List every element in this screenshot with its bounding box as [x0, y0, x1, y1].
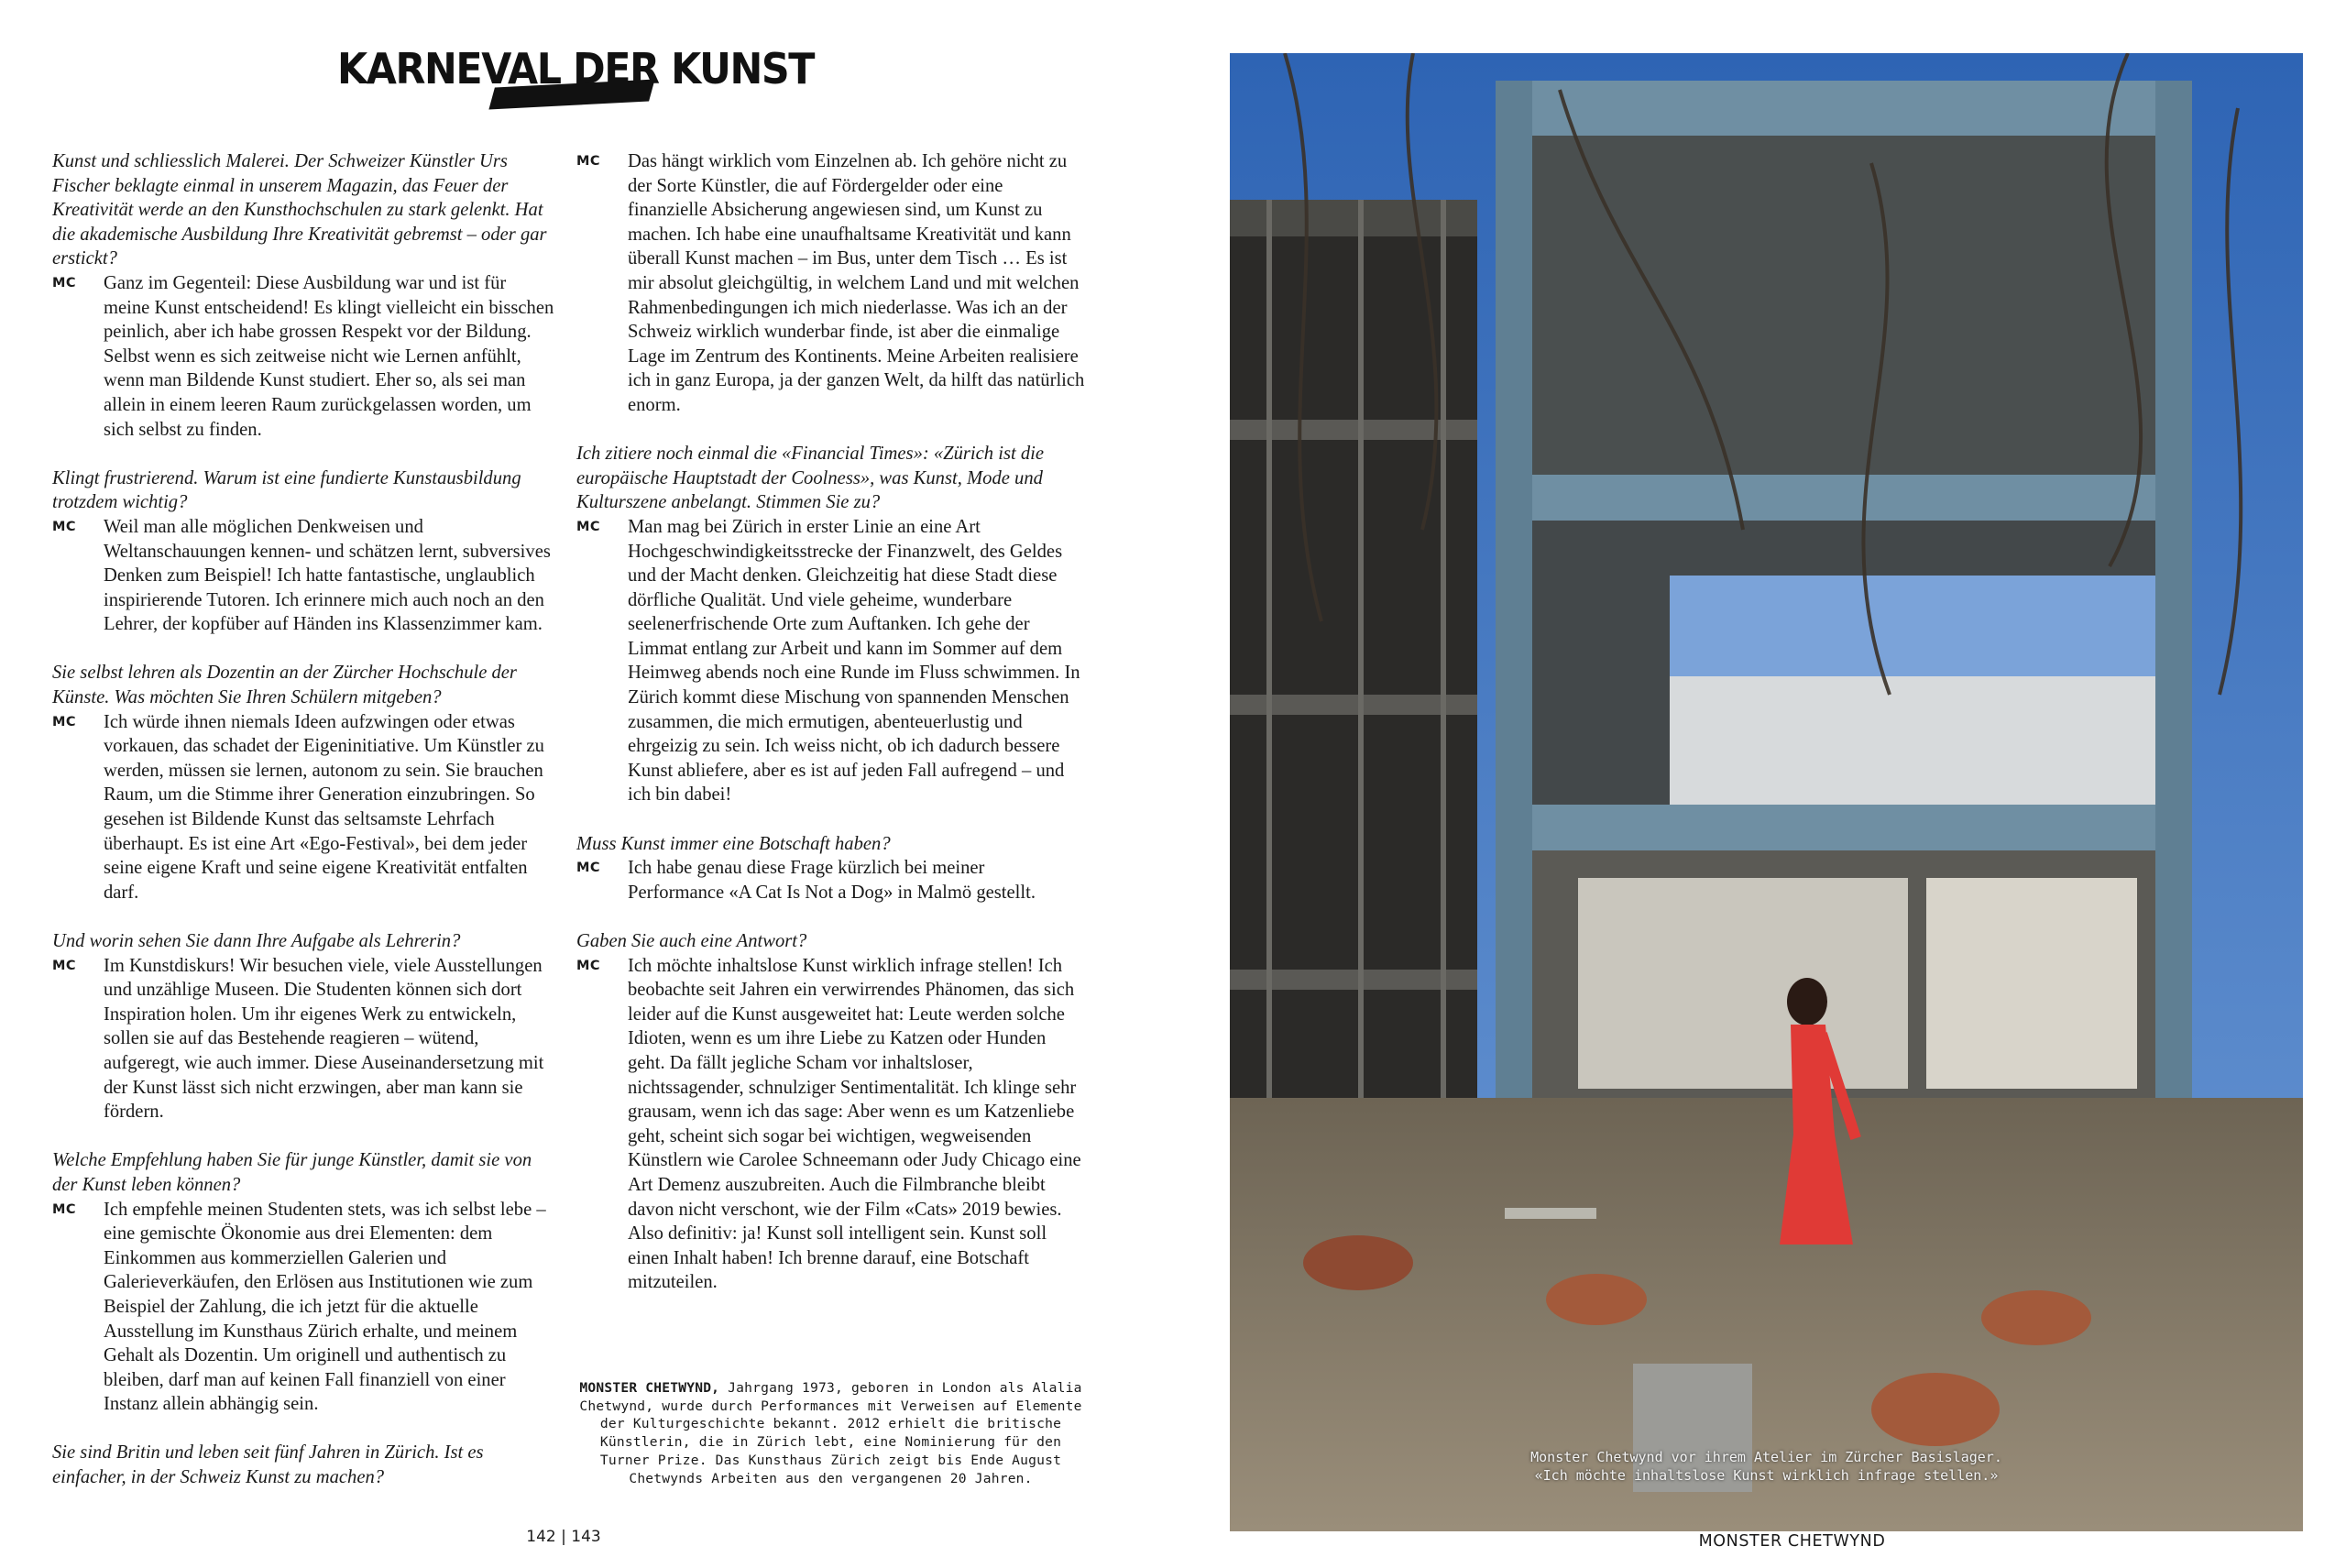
answer-text: Ich empfehle meinen Studenten stets, was ich selbst lebe – eine gemischte Ökonomie aus drei Elementen: dem Einkommen aus kommerziellen Galerien und Galerieverkäufen, den Erlösen aus Institutionen wie zum Beispiel der Zahlung, die ich jetzt für die aktuelle Ausstellung im Kunsthaus Zürich erhalte, und meinem Gehalt als Dozentin. Um originell und authentisch zu bleiben, darf man auf keinen Fall finanziell von einer Instanz allein abhängig sein.: [104, 1199, 546, 1415]
speaker-initials: MC: [52, 958, 77, 973]
interview-question: Kunst und schliesslich Malerei. Der Schweizer Künstler Urs Fischer beklagte einmal in unserem Magazin, das Feuer der Kreativität werde an den Kunsthochschulen zu stark gelenkt. Hat die akademische Ausbildung Ihre Kreativität gebremst – oder gar erstickt?: [52, 151, 547, 269]
speaker-initials: MC: [576, 958, 601, 973]
interview-question: Gaben Sie auch eine Antwort?: [576, 931, 807, 951]
interview-answer: [576, 515, 1085, 807]
qa-block: [52, 149, 556, 442]
qa-block: [52, 929, 556, 1124]
page-numbers: 142 | 143: [526, 1528, 601, 1546]
qa-block: [576, 929, 1085, 1295]
page-title: KARNEVAL DER KUNST: [337, 44, 815, 93]
qa-block: [52, 661, 556, 905]
answer-text: Das hängt wirklich vom Einzelnen ab. Ich gehöre nicht zu der Sorte Künstler, die auf Fördergelder oder eine finanzielle Absicherung angewiesen sind, um Kunst zu machen. Ich habe eine unaufhaltsame Kreativität und kann überall Kunst machen – im Bus, unter dem Tisch … Es ist mir absolut gleichgültig, in welchem Land und mit welchen Rahmenbedingungen ich mich niederlasse. Was ich an der Schweiz wirklich wunderbar finde, ist aber die einmalige Lage im Zentrum des Kontinents. Meine Arbeiten realisiere ich in ganz Europa, ja der ganzen Welt, da hilft das natürlich enorm.: [628, 151, 1085, 415]
caption-line-1: Monster Chetwynd vor ihrem Atelier im Zürcher Basislager.: [1530, 1449, 2002, 1465]
middle-text-column: [576, 149, 1085, 1320]
answer-text: Ich habe genau diese Frage kürzlich bei meiner Performance «A Cat Is Not a Dog» in Malmö gestellt.: [628, 858, 1036, 903]
interview-answer: [52, 271, 556, 442]
qa-block: [576, 442, 1085, 807]
title-block: [337, 44, 815, 117]
speaker-initials: MC: [52, 275, 77, 291]
interview-answer: [576, 954, 1085, 1295]
answer-text: Im Kunstdiskurs! Wir besuchen viele, viele Ausstellungen und unzählige Museen. Die Studenten können sich dort Inspiration holen. Um ihr eigenes Werk zu entwickeln, sollen sie auf das Bestehende reagieren – wütend, aufgeregt, wie auch immer. Diese Auseinandersetzung mit der Kunst lässt sich nicht erzwingen, aber man kann sie fördern.: [104, 955, 544, 1123]
interview-question: Muss Kunst immer eine Botschaft haben?: [576, 833, 891, 854]
interview-answer: [52, 954, 556, 1124]
photo-credit: MONSTER CHETWYND: [1698, 1532, 1886, 1551]
interview-question: Welche Empfehlung haben Sie für junge Künstler, damit sie von der Kunst leben können?: [52, 1150, 532, 1195]
studio-scene-illustration: [1230, 53, 2303, 1531]
speaker-initials: MC: [52, 519, 77, 534]
qa-block: [52, 1148, 556, 1417]
answer-text: Ich möchte inhaltslose Kunst wirklich infrage stellen! Ich beobachte seit Jahren ein verwirrendes Phänomen, das sich leider auf die Kunst ausgeweitet hat: Leute werden solche Idioten, wenn es um ihre Liebe zu Katzen oder Hunden geht. Da fällt jegliche Scham vor inhaltsloser, nichtssagender, schnulziger Sentimentalität. Ich klinge sehr grausam, wenn ich das sage: Aber wenn es um Katzenliebe geht, scheint sich sogar bei wichtigen, wegweisenden Künstlern wie Carolee Schneemann oder Judy Chicago eine Art Demenz auszubreiten. Auch die Filmbranche bleibt davon nicht verschont, wie der Film «Cats» 2019 bewies. Also definitiv: ja! Kunst soll intelligent sein. Kunst soll einen Inhalt haben! Ich brenne darauf, eine Botschaft mitzuteilen.: [628, 955, 1081, 1293]
interview-answer: [52, 515, 556, 637]
answer-text: Weil man alle möglichen Denkweisen und Weltanschauungen kennen- und schätzen lernt, subversives Denken zum Beispiel! Ich hatte fantastische, unglaublich inspirierende Tutoren. Ich erinnere mich auch noch an den Lehrer, der kopfüber auf Händen ins Klassenzimmer kam.: [104, 516, 551, 635]
interview-question: Sie selbst lehren als Dozentin an der Zürcher Hochschule der Künste. Was möchten Sie Ihren Schülern mitgeben?: [52, 663, 517, 708]
speaker-initials: MC: [576, 154, 601, 169]
qa-block: [52, 466, 556, 637]
interview-question: Klingt frustrierend. Warum ist eine fundierte Kunstausbildung trotzdem wichtig?: [52, 467, 521, 513]
interview-answer: [576, 149, 1085, 418]
qa-block: [576, 832, 1085, 905]
interview-question: Und worin sehen Sie dann Ihre Aufgabe als Lehrerin?: [52, 931, 461, 951]
speaker-initials: MC: [52, 714, 77, 729]
caption-line-2: «Ich möchte inhaltslose Kunst wirklich infrage stellen.»: [1534, 1467, 1999, 1484]
bio-name: MONSTER CHETWYND,: [579, 1380, 720, 1396]
answer-text: Man mag bei Zürich in erster Linie an eine Art Hochgeschwindigkeitsstrecke der Finanzwelt, des Geldes und der Macht denken. Gleichzeitig hat diese Stadt diese dörfliche Qualität. Und viele geheime, wunderbare seelenerfrischende Orte zum Auftanken. Ich gehe der Limmat entlang zur Arbeit und kann im Sommer auf dem Heimweg abends noch eine Runde im Fluss schwimmen. In Zürich kommt diese Mischung von spannenden Menschen zusammen, die mich ermutigen, abenteuerlustig und ehrgeizig zu sein. Ich weiss nicht, ob ich dadurch bessere Kunst abliefere, aber es ist auf jeden Fall aufregend – und ich bin dabei!: [628, 516, 1080, 806]
qa-block: [576, 149, 1085, 418]
photo-caption: [1230, 1448, 2303, 1485]
speaker-initials: MC: [576, 519, 601, 534]
answer-text: Ich würde ihnen niemals Ideen aufzwingen oder etwas vorkauen, das schadet der Eigeninitiative. Um Künstler zu werden, müssen sie lernen, autonom zu sein. Sie brauchen Raum, um die Stimme ihrer Generation einzubringen. So gesehen ist Bildende Kunst das seltsamste Lehrfach überhaupt. Es ist eine Art «Ego-Festival», bei dem jeder seine eigene Kraft und seine eigene Kreativität entfalten darf.: [104, 711, 544, 903]
interview-answer: [576, 856, 1085, 905]
qa-block: [52, 1441, 556, 1489]
speaker-initials: MC: [52, 1201, 77, 1217]
bio-text: Jahrgang 1973, geboren in London als Alalia Chetwynd, wurde durch Performances mit Verweisen auf Elemente der Kulturgeschichte bekannt. 2012 erhielt die britische Künstlerin, die in Zürich lebt, eine Nominierung für den Turner Prize. Das Kunsthaus Zürich zeigt bis Ende August Chetwynds Arbeiten aus den vergangenen 20 Jahren.: [579, 1380, 1082, 1486]
artist-bio: [576, 1379, 1085, 1487]
artist-photo: [1230, 53, 2303, 1531]
speaker-initials: MC: [576, 861, 601, 876]
interview-answer: [52, 1198, 556, 1417]
interview-question: Ich zitiere noch einmal die «Financial Times»: «Zürich ist die europäische Hauptstadt der Coolness», was Kunst, Mode und Kulturszene anbelangt. Stimmen Sie zu?: [576, 444, 1045, 513]
interview-question: Sie sind Britin und leben seit fünf Jahren in Zürich. Ist es einfacher, in der Schweiz Kunst zu machen?: [52, 1442, 484, 1488]
interview-answer: [52, 710, 556, 905]
left-text-column: [52, 149, 556, 1514]
answer-text: Ganz im Gegenteil: Diese Ausbildung war und ist für meine Kunst entscheidend! Es klingt vielleicht ein bisschen peinlich, aber ich habe grossen Respekt vor der Bildung. Selbst wenn es sich zeitweise nicht wie Lernen anfühlt, wenn man Bildende Kunst studiert. Eher so, als sei man allein in einem leeren Raum zurückgelassen worden, um sich selbst zu finden.: [104, 272, 554, 440]
